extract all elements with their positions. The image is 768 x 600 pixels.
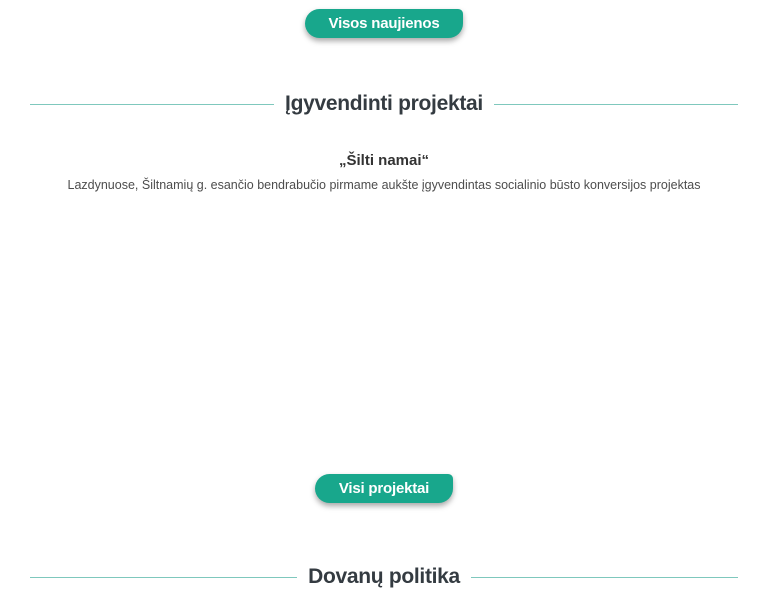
gifts-section-header	[30, 565, 738, 589]
all-news-button[interactable]: Visos naujienos	[305, 9, 464, 38]
project-article-description: Lazdynuose, Šiltnamių g. esančio bendrabučio pirmame aukšte įgyvendintas socialinio būsto konversijos projektas	[67, 178, 701, 192]
gifts-section-title: Dovanų politika	[308, 565, 460, 588]
projects-section-title: Įgyvendinti projektai	[285, 92, 483, 115]
divider-line-left	[30, 577, 297, 578]
divider-line-right	[471, 577, 738, 578]
project-image-area	[0, 193, 768, 474]
divider-line-left	[30, 104, 274, 105]
project-article-title: „Šilti namai“	[338, 152, 430, 169]
projects-section-header	[30, 92, 738, 116]
news-button-row	[0, 9, 768, 38]
all-projects-button[interactable]: Visi projektai	[315, 474, 453, 503]
divider-line-right	[494, 104, 738, 105]
projects-button-row	[0, 474, 768, 503]
